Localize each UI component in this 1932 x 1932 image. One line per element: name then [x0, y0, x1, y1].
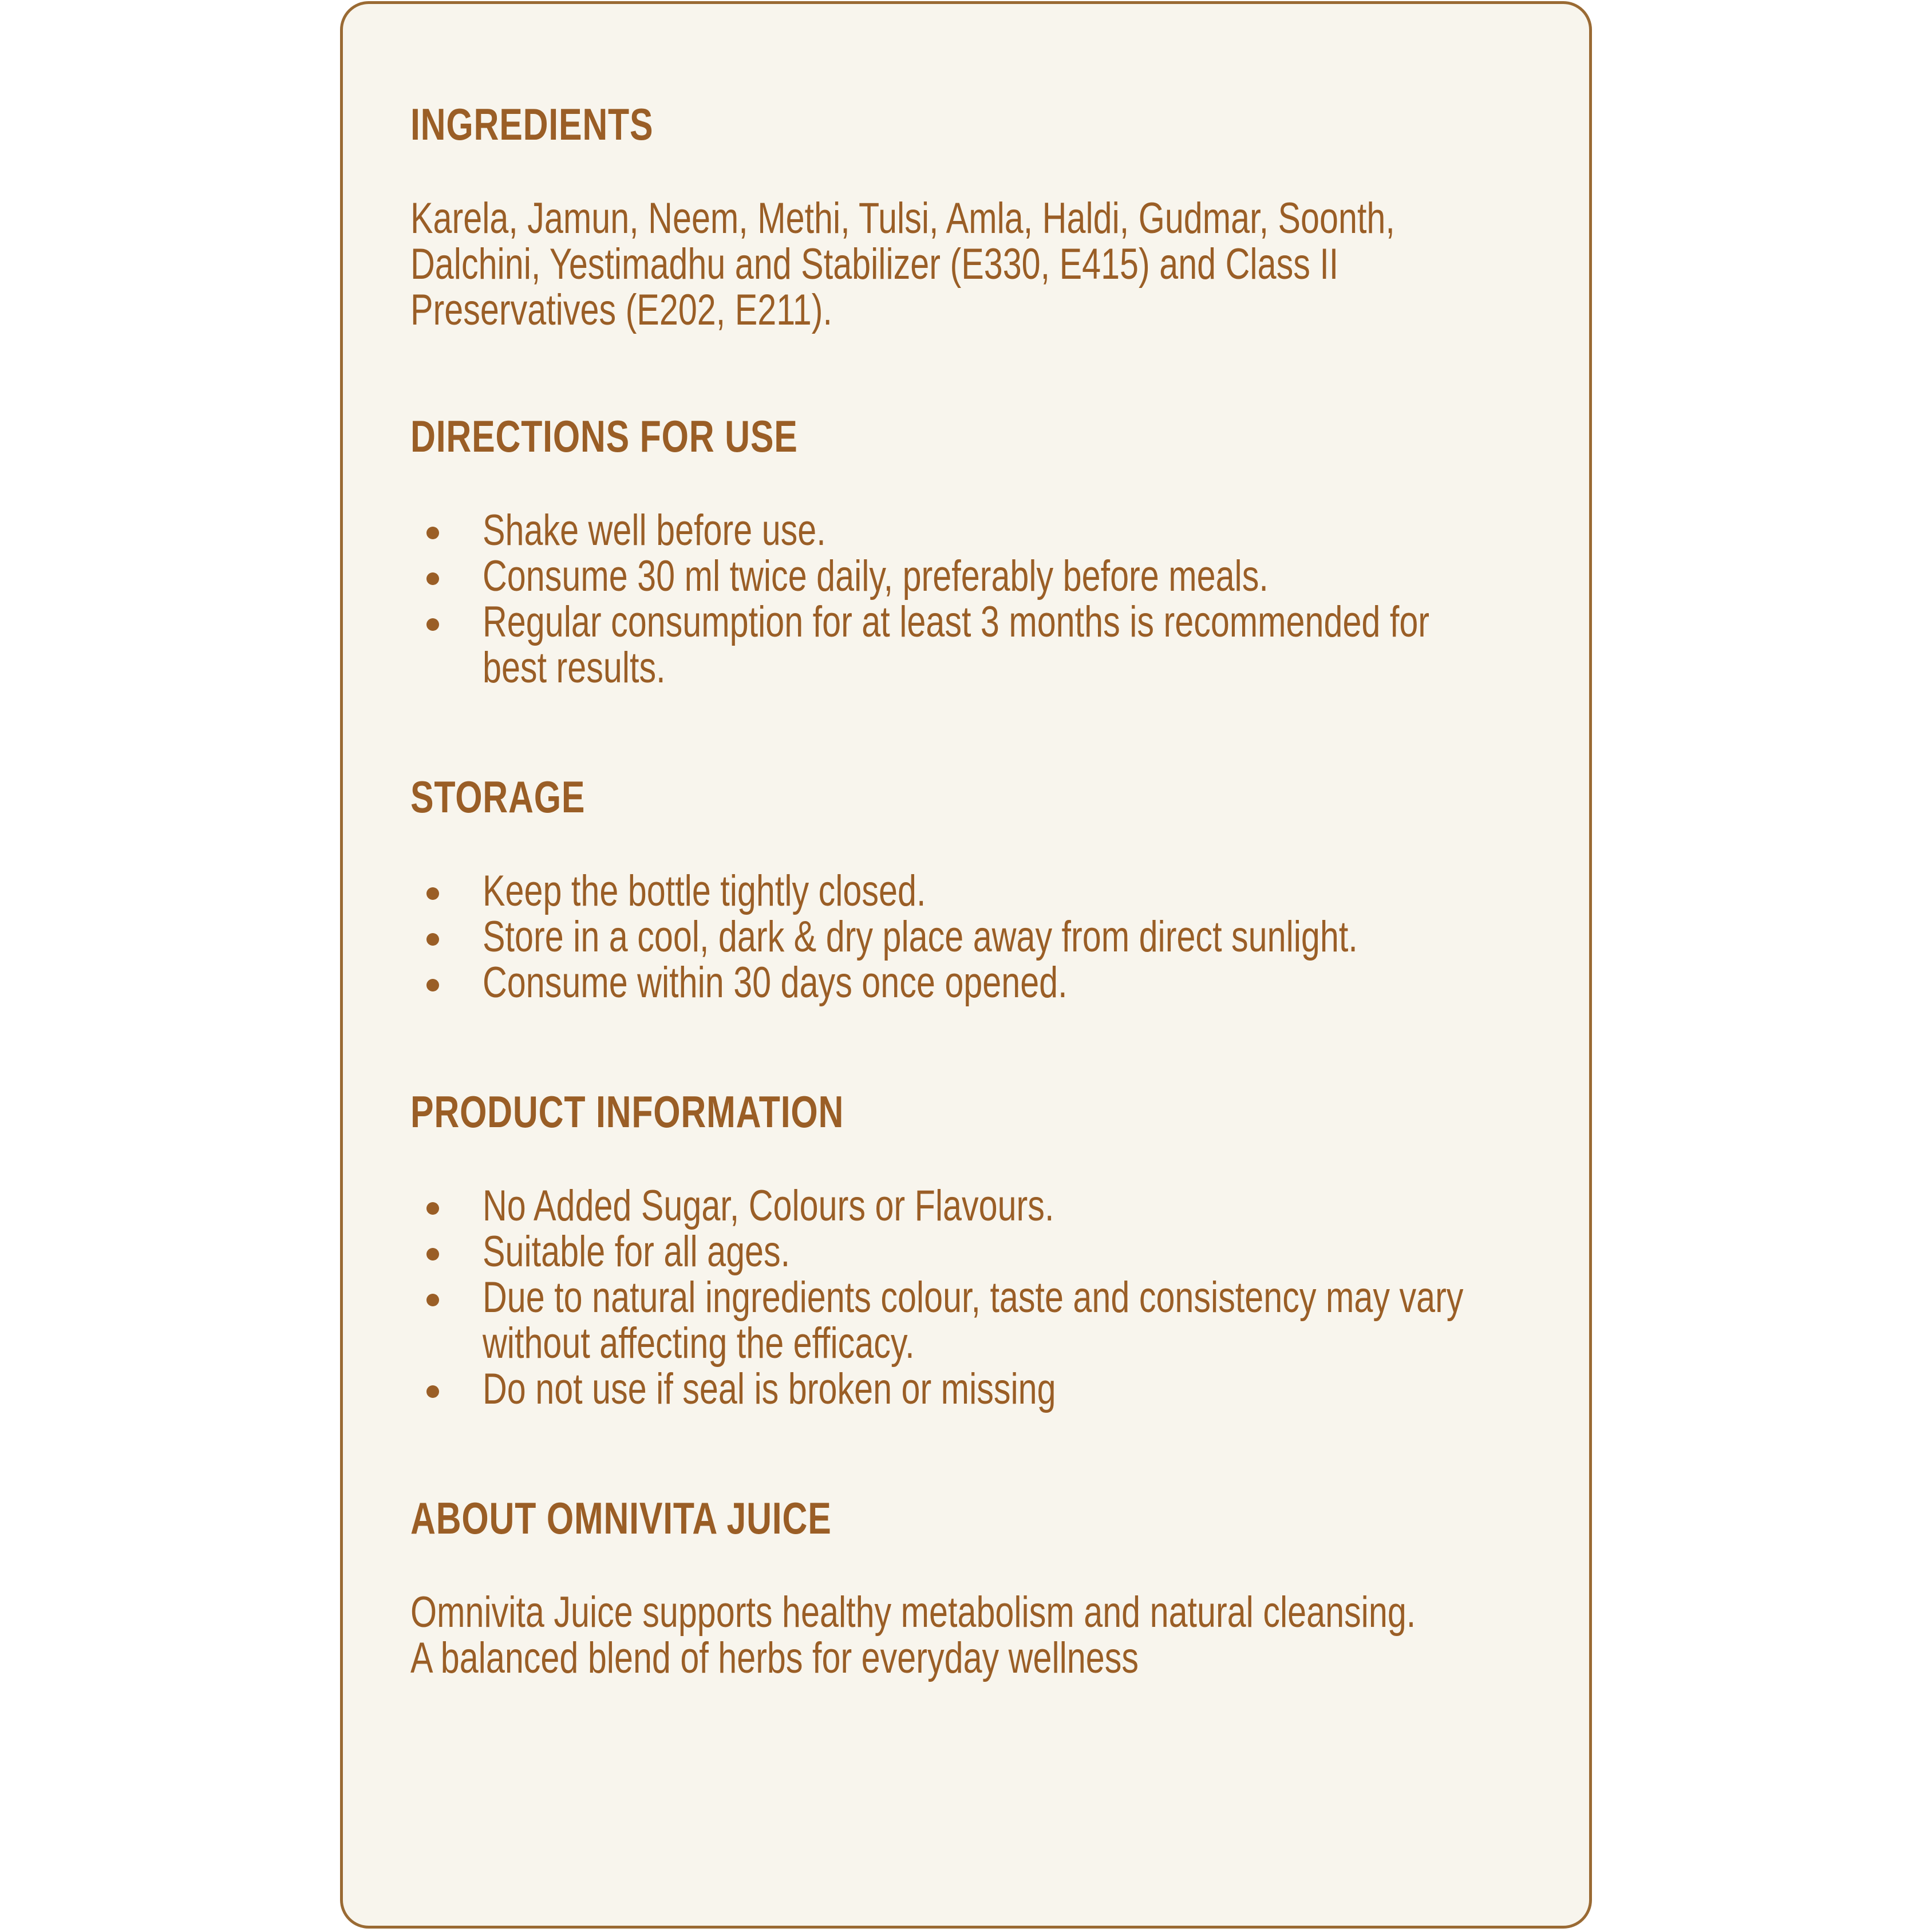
list-item	[410, 1183, 1544, 1229]
about-heading: ABOUT OMNIVITA JUICE	[410, 1493, 832, 1543]
list-item-text: Regular consumption for at least 3 months is recommended for best results.	[483, 598, 1430, 692]
list-item-text: Store in a cool, dark & dry place away from direct sunlight.	[483, 912, 1358, 961]
directions-heading: DIRECTIONS FOR USE	[410, 411, 798, 461]
info-card	[340, 1, 1592, 1929]
ingredients-section	[410, 96, 1544, 333]
list-item	[410, 508, 1544, 554]
list-item	[410, 1275, 1544, 1366]
bullet-icon	[426, 1294, 439, 1306]
list-item-text: Shake well before use.	[483, 506, 826, 555]
directions-section	[410, 408, 1544, 691]
bullet-icon	[426, 979, 439, 991]
bullet-icon	[426, 1248, 439, 1261]
about-section	[410, 1490, 1544, 1681]
storage-list	[410, 868, 1544, 1006]
product-info-heading: PRODUCT INFORMATION	[410, 1086, 844, 1137]
list-item	[410, 868, 1544, 914]
product-info-list	[410, 1183, 1544, 1412]
storage-heading: STORAGE	[410, 772, 586, 822]
list-item	[410, 599, 1544, 691]
list-item	[410, 960, 1544, 1006]
bullet-icon	[426, 887, 439, 900]
bullet-icon	[426, 618, 439, 631]
directions-list	[410, 508, 1544, 691]
list-item-text: Due to natural ingredients colour, taste and consistency may vary without affecting the efficacy.	[483, 1273, 1464, 1368]
list-item	[410, 554, 1544, 599]
list-item-text: Keep the bottle tightly closed.	[483, 867, 926, 915]
product-info-section	[410, 1083, 1544, 1412]
bullet-icon	[426, 572, 439, 585]
bullet-icon	[426, 527, 439, 539]
list-item-text: Suitable for all ages.	[483, 1227, 791, 1276]
bullet-icon	[426, 933, 439, 946]
bullet-icon	[426, 1202, 439, 1215]
list-item-text: Consume 30 ml twice daily, preferably before meals.	[483, 552, 1269, 600]
about-line: Omnivita Juice supports healthy metabolism and natural cleansing.	[410, 1588, 1416, 1637]
ingredients-heading: INGREDIENTS	[410, 99, 654, 149]
card-content	[410, 96, 1544, 1681]
about-line: A balanced blend of herbs for everyday wellness	[410, 1634, 1139, 1682]
about-text	[410, 1590, 1527, 1681]
list-item-text: No Added Sugar, Colours or Flavours.	[483, 1182, 1054, 1230]
storage-section	[410, 768, 1544, 1006]
list-item-text: Do not use if seal is broken or missing	[483, 1365, 1056, 1413]
list-item	[410, 914, 1544, 960]
list-item	[410, 1229, 1544, 1275]
bullet-icon	[426, 1385, 439, 1398]
list-item-text: Consume within 30 days once opened.	[483, 958, 1068, 1007]
ingredients-text: Karela, Jamun, Neem, Methi, Tulsi, Amla, Haldi, Gudmar, Soonth, Dalchini, Yestimadhu and Stabilizer (E330, E415) and Class II Preservatives (E202, E211).	[410, 194, 1395, 334]
list-item	[410, 1366, 1544, 1412]
